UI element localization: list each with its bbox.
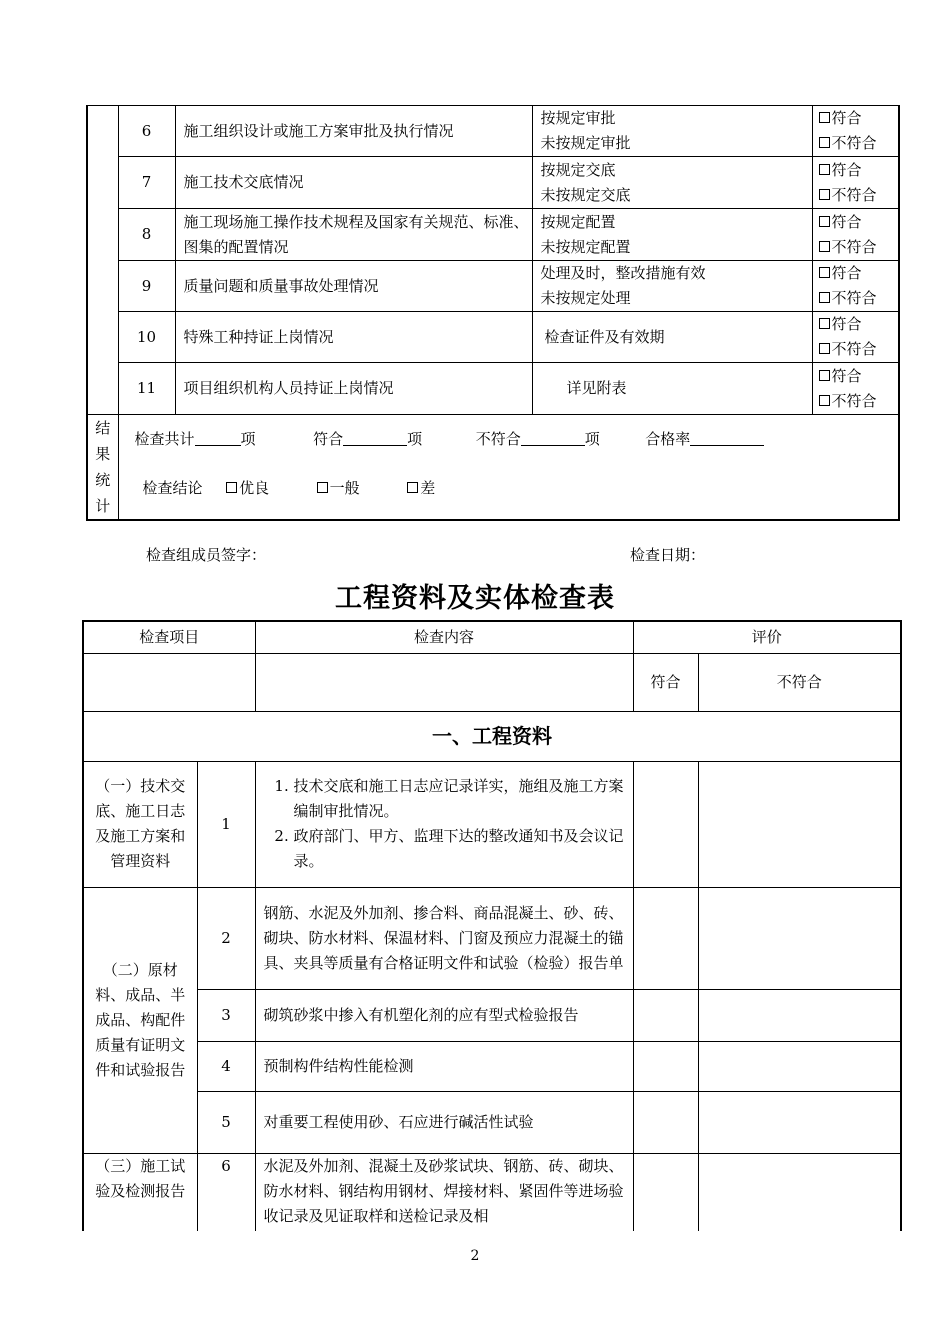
signature-label: 检查组成员签字：: [146, 546, 267, 564]
checkbox-icon[interactable]: [819, 292, 830, 303]
pass-cell[interactable]: [633, 1153, 698, 1231]
check-content: 钢筋、水泥及外加剂、掺合料、商品混凝土、砂、砖、砌块、防水材料、保温材料、门窗及预应力混凝土的锚具、夹具等质量有合格证明文件和试验（检验）报告单: [255, 887, 633, 989]
pass-rate-field[interactable]: [690, 427, 764, 446]
table-row: [83, 1041, 901, 1091]
header-content: 检查内容: [255, 621, 633, 653]
checkbox-icon[interactable]: [819, 370, 830, 381]
row-number: 2: [197, 887, 255, 989]
header-item: 检查项目: [83, 621, 255, 653]
check-standard: 处理及时，整改措施有效 未按规定处理: [532, 261, 812, 312]
header-eval: 评价: [633, 621, 901, 653]
check-item: 质量问题和质量事故处理情况: [175, 261, 532, 312]
subheader-row: [83, 653, 901, 711]
check-item: 施工技术交底情况: [175, 157, 532, 209]
row-number: 3: [197, 989, 255, 1041]
page-title: 工程资料及实体检查表: [335, 583, 615, 614]
table-row: [83, 887, 901, 989]
checkbox-icon[interactable]: [407, 482, 418, 493]
pass-cell[interactable]: [633, 761, 698, 887]
check-content: 预制构件结构性能检测: [255, 1041, 633, 1091]
summary-stats: 检查共计 项 符合 项 不符合 项 合格率 检查结论 优良 一般 差: [118, 415, 899, 521]
fail-cell[interactable]: [698, 761, 901, 887]
summary-row: [87, 415, 899, 521]
check-content: [255, 761, 633, 887]
row-number: 7: [118, 157, 175, 209]
page-number: 2: [470, 1248, 480, 1264]
checkbox-icon[interactable]: [819, 216, 830, 227]
pass-cell[interactable]: [633, 887, 698, 989]
fail-cell[interactable]: [698, 887, 901, 989]
result-options: 符合 不符合: [812, 261, 899, 312]
category-label: （一）技术交底、施工日志及施工方案和管理资料: [83, 761, 197, 887]
checkbox-icon[interactable]: [226, 482, 237, 493]
category-label: （二）原材料、成品、半成品、构配件质量有证明文件和试验报告: [83, 887, 197, 1153]
checkbox-icon[interactable]: [819, 137, 830, 148]
row-number: 6: [197, 1153, 255, 1231]
row-number: 6: [118, 106, 175, 157]
table-row: [83, 989, 901, 1041]
checkbox-icon[interactable]: [819, 318, 830, 329]
section-title: 一、工程资料: [83, 711, 901, 761]
check-content: 对重要工程使用砂、石应进行碱活性试验: [255, 1091, 633, 1153]
section-row: [83, 711, 901, 761]
check-standard: 按规定交底 未按规定交底: [532, 157, 812, 209]
result-options: 符合 不符合: [812, 157, 899, 209]
header-row: [83, 621, 901, 653]
inspection-table: [82, 620, 902, 1231]
checkbox-icon[interactable]: [317, 482, 328, 493]
table-row: [87, 209, 899, 261]
check-standard: 按规定配置 未按规定配置: [532, 209, 812, 261]
summary-label: 结 果 统 计: [87, 415, 118, 521]
checklist-table: [86, 105, 900, 521]
fail-cell[interactable]: [698, 1091, 901, 1153]
table-row: [87, 363, 899, 415]
table-row: [83, 761, 901, 887]
row-number: 8: [118, 209, 175, 261]
checkbox-icon[interactable]: [819, 267, 830, 278]
pass-cell[interactable]: [633, 1091, 698, 1153]
checkbox-icon[interactable]: [819, 241, 830, 252]
table-row: [87, 157, 899, 209]
table-row: [83, 1091, 901, 1153]
row-number: 9: [118, 261, 175, 312]
checkbox-icon[interactable]: [819, 189, 830, 200]
check-content: 砌筑砂浆中掺入有机塑化剂的应有型式检验报告: [255, 989, 633, 1041]
row-number: 4: [197, 1041, 255, 1091]
result-options: 符合 不符合: [812, 312, 899, 363]
pass-cell[interactable]: [633, 989, 698, 1041]
fail-cell[interactable]: [698, 989, 901, 1041]
table-row: [83, 1153, 901, 1231]
fail-count-field[interactable]: [521, 427, 585, 446]
check-content: 水泥及外加剂、混凝土及砂浆试块、钢筋、砖、砌块、防水材料、钢结构用钢材、焊接材料、紧固件等进场验收记录及见证取样和送检记录及相: [255, 1153, 633, 1231]
check-standard: 按规定审批 未按规定审批: [532, 106, 812, 157]
check-item: 施工组织设计或施工方案审批及执行情况: [175, 106, 532, 157]
fail-cell[interactable]: [698, 1041, 901, 1091]
table-row: [87, 261, 899, 312]
date-label: 检查日期：: [630, 546, 706, 564]
list-item: 1. 技术交底和施工日志应记录详实，施组及施工方案编制审批情况。: [294, 774, 625, 824]
checkbox-icon[interactable]: [819, 343, 830, 354]
header-pass: 符合: [633, 653, 698, 711]
pass-cell[interactable]: [633, 1041, 698, 1091]
checkbox-icon[interactable]: [819, 395, 830, 406]
check-item: 特殊工种持证上岗情况: [175, 312, 532, 363]
result-options: 符合 不符合: [812, 363, 899, 415]
check-item: 施工现场施工操作技术规程及国家有关规范、标准、图集的配置情况: [175, 209, 532, 261]
total-count-field[interactable]: [195, 427, 241, 446]
check-standard: 详见附表: [532, 363, 812, 415]
checkbox-icon[interactable]: [819, 164, 830, 175]
pass-count-field[interactable]: [343, 427, 407, 446]
row-number: 10: [118, 312, 175, 363]
check-standard: 检查证件及有效期: [532, 312, 812, 363]
header-fail: 不符合: [698, 653, 901, 711]
result-options: 符合 不符合: [812, 209, 899, 261]
fail-cell[interactable]: [698, 1153, 901, 1231]
row-number: 5: [197, 1091, 255, 1153]
list-item: 2. 政府部门、甲方、监理下达的整改通知书及会议记录。: [294, 824, 625, 874]
result-options: 符合 不符合: [812, 106, 899, 157]
checkbox-icon[interactable]: [819, 112, 830, 123]
row-number: 11: [118, 363, 175, 415]
table-row: [87, 312, 899, 363]
check-item: 项目组织机构人员持证上岗情况: [175, 363, 532, 415]
category-label: （三）施工试验及检测报告: [83, 1153, 197, 1231]
row-number: 1: [197, 761, 255, 887]
table-row: [87, 106, 899, 157]
